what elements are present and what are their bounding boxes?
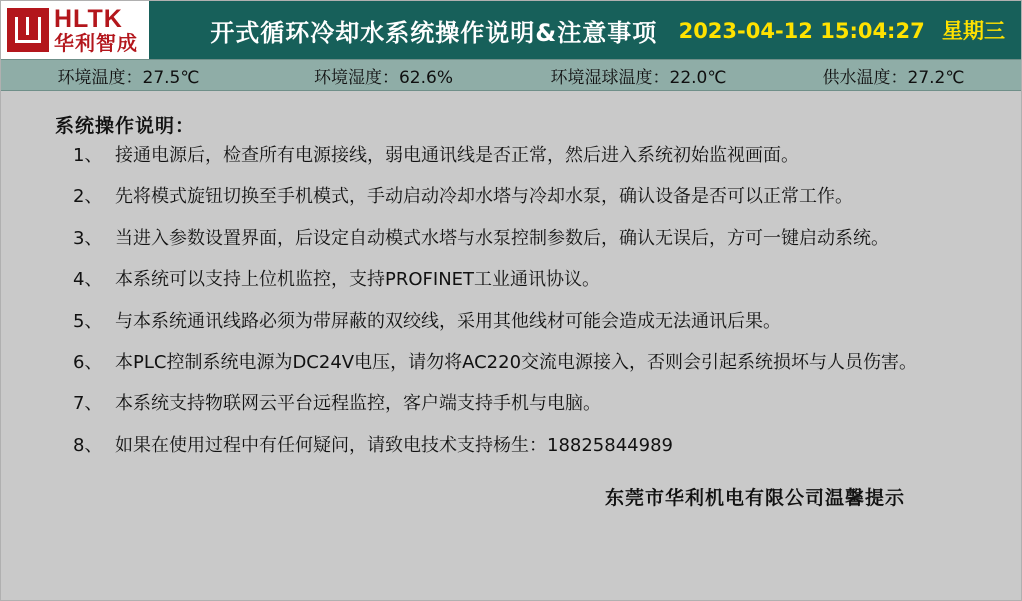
logo-mark-icon [7,8,49,52]
logo-text-top: HLTK [54,4,123,33]
list-item [21,310,1001,333]
list-item-number: 4、 [73,269,103,291]
datetime-value: 2023-04-12 15:04:27 [678,19,925,43]
header-datetime [679,15,1021,45]
list-item-number: 5、 [73,310,103,332]
list-item-text: 接通电源后，检查所有电源接线，弱电通讯线是否正常，然后进入系统初始监视画面。 [115,145,799,166]
logo-text [54,4,138,55]
section-title: 系统操作说明： [55,115,196,137]
status-supply-water-temperature: 供水温度：27.2℃ [822,67,965,88]
list-item [21,227,1001,250]
list-item-number: 1、 [73,145,103,166]
logo-text-bottom: 华利智成 [54,32,138,55]
list-item-text: 本PLC控制系统电源为DC24V电压，请勿将AC220交流电源接入，否则会引起系统损坏与人员伤害。 [115,351,918,373]
main-content [1,91,1021,510]
list-item-number: 8、 [73,434,103,456]
page-title: 开式循环冷却水系统操作说明&注意事项 [210,18,658,47]
list-item [21,268,1001,291]
list-item-text: 当进入参数设置界面，后设定自动模式水塔与水泵控制参数后，确认无误后，方可一键启动系统。 [115,227,889,249]
app-header [1,1,1021,59]
status-bar [1,59,1021,91]
list-item [21,392,1001,415]
status-wet-bulb-temperature: 环境湿球温度：22.0℃ [550,67,727,88]
list-item-number: 3、 [73,227,103,249]
list-item [21,351,1001,374]
list-item [21,185,1001,208]
list-item-text: 本系统可以支持上位机监控，支持PROFINET工业通讯协议。 [115,269,601,291]
list-item-text: 本系统支持物联网云平台远程监控，客户端支持手机与电脑。 [115,393,601,415]
list-item-number: 7、 [73,393,103,415]
status-ambient-humidity: 环境湿度：62.6% [313,67,453,88]
list-item-text: 与本系统通讯线路必须为带屏蔽的双绞线，采用其他线材可能会造成无法通讯后果。 [115,310,781,332]
list-item [21,434,1001,457]
weekday-value: 星期三 [942,19,1005,43]
company-logo [1,1,149,59]
list-item-text: 先将模式旋钮切换至手机模式，手动启动冷却水塔与冷却水泵，确认设备是否可以正常工作。 [115,186,853,208]
list-item-number: 6、 [73,351,103,373]
list-item-number: 2、 [73,186,103,208]
status-ambient-temperature: 环境温度：27.5℃ [57,67,200,88]
instruction-list [21,144,1001,457]
list-item-text: 如果在使用过程中有任何疑问，请致电技术支持杨生：18825844989 [115,434,673,456]
list-item [21,144,1001,167]
footer-note: 东莞市华利机电有限公司温馨提示 [604,487,905,510]
